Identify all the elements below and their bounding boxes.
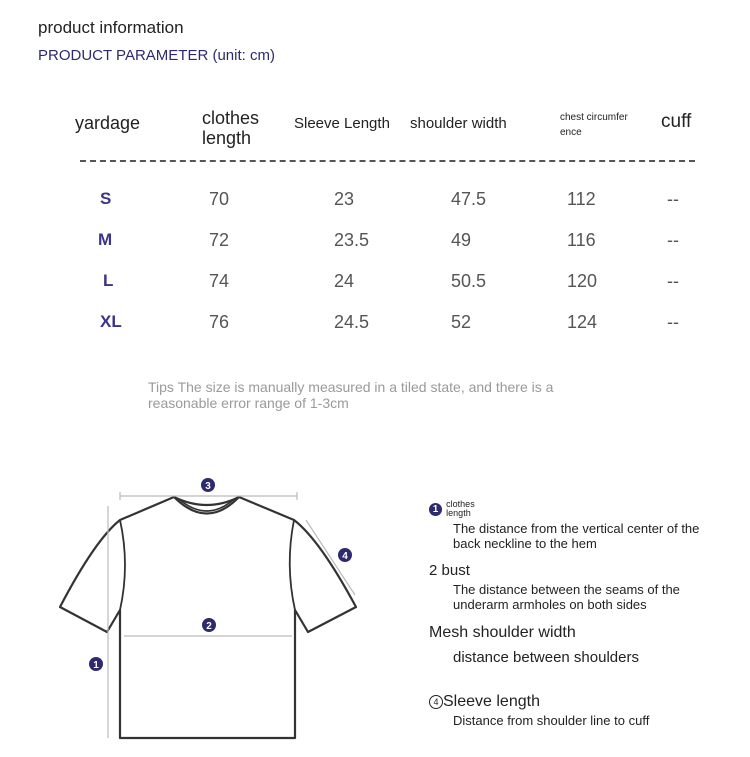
legend-description: The distance from the vertical center of the back neckline to the hem: [453, 521, 700, 551]
shoulder-width-value: 52: [451, 312, 472, 332]
legend-title: Mesh shoulder width: [429, 624, 576, 641]
tips-note: Tips The size is manually measured in a tiled state, and there is a reasonable error range of 1-3cm: [148, 379, 554, 412]
column-header-cuff: cuff: [661, 111, 692, 132]
table-divider: [80, 160, 695, 162]
clothes-length-value: 76: [209, 312, 230, 332]
column-header-chest-circumference: chest circumference: [560, 112, 628, 138]
sleeve-length-value: 24.5: [334, 312, 370, 332]
cuff-value: --: [667, 230, 679, 250]
size-label: S: [100, 189, 112, 208]
number-4-icon: 4: [429, 695, 443, 709]
svg-text:3: 3: [205, 481, 211, 492]
clothes-length-value: 74: [209, 271, 230, 291]
clothes-length-value: 70: [209, 189, 230, 209]
chest-value: 124: [567, 312, 598, 332]
chest-value: 112: [567, 189, 596, 209]
cuff-value: --: [667, 312, 679, 332]
legend-description: distance between shoulders: [453, 649, 639, 666]
shoulder-width-value: 50.5: [451, 271, 487, 291]
chest-value: 116: [567, 230, 596, 250]
column-header-shoulder-width: shoulder width: [410, 115, 507, 132]
legend-title: clothes length: [446, 499, 475, 519]
clothes-length-value: 72: [209, 230, 230, 250]
sleeve-length-value: 24: [334, 271, 355, 291]
tshirt-outline: [60, 497, 356, 738]
legend-description: The distance between the seams of the underarm armholes on both sides: [453, 582, 680, 612]
legend-description: Distance from shoulder line to cuff: [453, 713, 650, 728]
marker-3-badge: [201, 478, 215, 492]
page-title: product information: [38, 18, 184, 37]
legend-item-sleeve-length: [429, 693, 540, 711]
sleeve-length-value: 23.5: [334, 230, 370, 250]
chest-value: 120: [567, 271, 598, 291]
svg-text:2: 2: [206, 621, 212, 632]
legend-item-clothes-length: [429, 500, 486, 518]
size-label: M: [98, 230, 113, 249]
size-label: L: [103, 271, 114, 290]
marker-4-badge: [338, 548, 352, 562]
column-header-clothes-length: clothes length: [202, 108, 260, 148]
shoulder-width-value: 49: [451, 230, 472, 250]
svg-text:4: 4: [342, 551, 348, 562]
size-label: XL: [100, 312, 122, 331]
legend-title: Sleeve length: [443, 693, 540, 710]
tshirt-diagram: [50, 470, 380, 750]
svg-text:1: 1: [93, 660, 99, 671]
marker-2-badge: [202, 618, 216, 632]
legend-title: 2 bust: [429, 562, 470, 579]
cuff-value: --: [667, 271, 679, 291]
column-header-yardage: yardage: [75, 113, 141, 133]
shoulder-width-value: 47.5: [451, 189, 487, 209]
marker-1-badge: [89, 657, 103, 671]
cuff-value: --: [667, 189, 679, 209]
column-header-sleeve-length: Sleeve Length: [294, 115, 390, 132]
sleeve-length-value: 23: [334, 189, 355, 209]
page-subtitle: PRODUCT PARAMETER (unit: cm): [38, 47, 275, 64]
number-1-icon: 1: [429, 503, 442, 516]
